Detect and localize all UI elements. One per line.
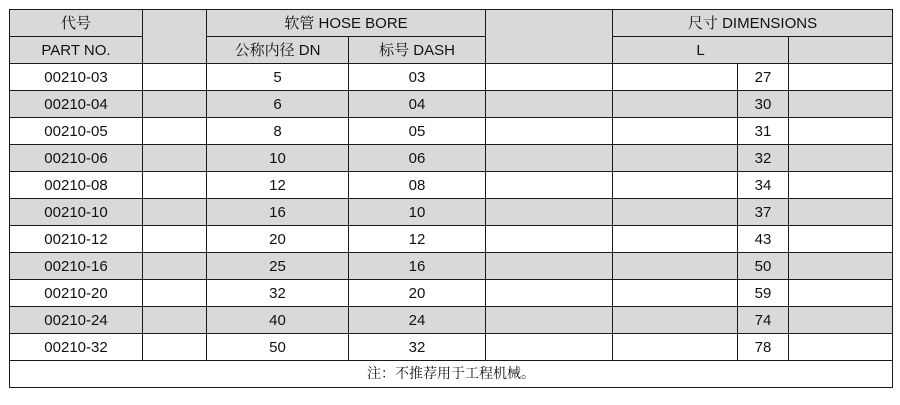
empty-cell	[143, 334, 207, 361]
l-cell: 74	[738, 307, 789, 334]
dn-cell: 32	[207, 280, 349, 307]
part-number-cell: 00210-10	[10, 199, 143, 226]
dash-cell: 04	[349, 91, 486, 118]
dash-cell: 08	[349, 172, 486, 199]
empty-cell	[613, 253, 738, 280]
l-cell: 43	[738, 226, 789, 253]
empty-cell	[143, 280, 207, 307]
dash-cell: 12	[349, 226, 486, 253]
dash-cell: 06	[349, 145, 486, 172]
hose-bore-header: 软管 HOSE BORE	[207, 10, 486, 37]
l-cell: 37	[738, 199, 789, 226]
empty-cell	[789, 253, 893, 280]
table-row	[10, 118, 893, 145]
dn-cell: 5	[207, 64, 349, 91]
table-row	[10, 199, 893, 226]
empty-cell	[789, 199, 893, 226]
footnote: 注：不推荐用于工程机械。	[10, 361, 893, 388]
dn-header: 公称内径 DN	[207, 37, 349, 64]
empty-cell	[613, 226, 738, 253]
table-row	[10, 280, 893, 307]
part-number-cell: 00210-05	[10, 118, 143, 145]
l-cell: 78	[738, 334, 789, 361]
empty-cell	[789, 64, 893, 91]
empty-cell	[143, 253, 207, 280]
part-number-cell: 00210-06	[10, 145, 143, 172]
l-header: L	[613, 37, 789, 64]
empty-cell	[143, 307, 207, 334]
empty-cell	[486, 91, 613, 118]
l-cell: 30	[738, 91, 789, 118]
blank-header-cell	[789, 37, 893, 64]
table-row	[10, 172, 893, 199]
empty-cell	[613, 280, 738, 307]
part-number-cell: 00210-32	[10, 334, 143, 361]
table-row	[10, 64, 893, 91]
empty-cell	[613, 172, 738, 199]
empty-cell	[613, 145, 738, 172]
empty-cell	[486, 307, 613, 334]
dn-cell: 12	[207, 172, 349, 199]
empty-cell	[143, 145, 207, 172]
dn-cell: 40	[207, 307, 349, 334]
part-no-header-cn: 代号	[10, 10, 143, 37]
dn-cell: 8	[207, 118, 349, 145]
l-cell: 32	[738, 145, 789, 172]
table-row	[10, 307, 893, 334]
table-row	[10, 226, 893, 253]
empty-cell	[789, 280, 893, 307]
empty-cell	[486, 118, 613, 145]
table-row	[10, 334, 893, 361]
part-number-cell: 00210-04	[10, 91, 143, 118]
l-cell: 50	[738, 253, 789, 280]
dn-cell: 16	[207, 199, 349, 226]
blank-header-cell	[143, 10, 207, 64]
empty-cell	[486, 145, 613, 172]
table-row	[10, 91, 893, 118]
dn-cell: 6	[207, 91, 349, 118]
dash-cell: 32	[349, 334, 486, 361]
dimensions-header: 尺寸 DIMENSIONS	[613, 10, 893, 37]
empty-cell	[613, 64, 738, 91]
l-cell: 34	[738, 172, 789, 199]
blank-header-cell	[486, 10, 613, 64]
dn-cell: 50	[207, 334, 349, 361]
empty-cell	[143, 199, 207, 226]
l-cell: 27	[738, 64, 789, 91]
empty-cell	[486, 226, 613, 253]
table-row	[10, 253, 893, 280]
empty-cell	[613, 118, 738, 145]
empty-cell	[613, 91, 738, 118]
part-number-cell: 00210-12	[10, 226, 143, 253]
part-number-cell: 00210-20	[10, 280, 143, 307]
empty-cell	[143, 91, 207, 118]
empty-cell	[143, 118, 207, 145]
empty-cell	[789, 91, 893, 118]
empty-cell	[613, 199, 738, 226]
empty-cell	[789, 226, 893, 253]
empty-cell	[613, 334, 738, 361]
empty-cell	[789, 307, 893, 334]
part-number-cell: 00210-08	[10, 172, 143, 199]
dimensions-table	[9, 9, 893, 388]
l-cell: 31	[738, 118, 789, 145]
dash-cell: 05	[349, 118, 486, 145]
dn-cell: 25	[207, 253, 349, 280]
empty-cell	[486, 199, 613, 226]
table-row	[10, 145, 893, 172]
dash-cell: 10	[349, 199, 486, 226]
empty-cell	[789, 334, 893, 361]
empty-cell	[789, 145, 893, 172]
empty-cell	[143, 226, 207, 253]
empty-cell	[486, 64, 613, 91]
dn-cell: 20	[207, 226, 349, 253]
note-row	[10, 361, 893, 388]
header-row-2	[10, 37, 893, 64]
dash-cell: 03	[349, 64, 486, 91]
part-no-header-en: PART NO.	[10, 37, 143, 64]
dn-cell: 10	[207, 145, 349, 172]
l-cell: 59	[738, 280, 789, 307]
dash-header: 标号 DASH	[349, 37, 486, 64]
empty-cell	[486, 172, 613, 199]
empty-cell	[143, 172, 207, 199]
dash-cell: 24	[349, 307, 486, 334]
empty-cell	[143, 64, 207, 91]
part-number-cell: 00210-16	[10, 253, 143, 280]
dash-cell: 20	[349, 280, 486, 307]
empty-cell	[486, 334, 613, 361]
empty-cell	[486, 280, 613, 307]
empty-cell	[789, 172, 893, 199]
empty-cell	[486, 253, 613, 280]
empty-cell	[789, 118, 893, 145]
empty-cell	[613, 307, 738, 334]
part-number-cell: 00210-24	[10, 307, 143, 334]
part-number-cell: 00210-03	[10, 64, 143, 91]
header-row-1	[10, 10, 893, 37]
dash-cell: 16	[349, 253, 486, 280]
